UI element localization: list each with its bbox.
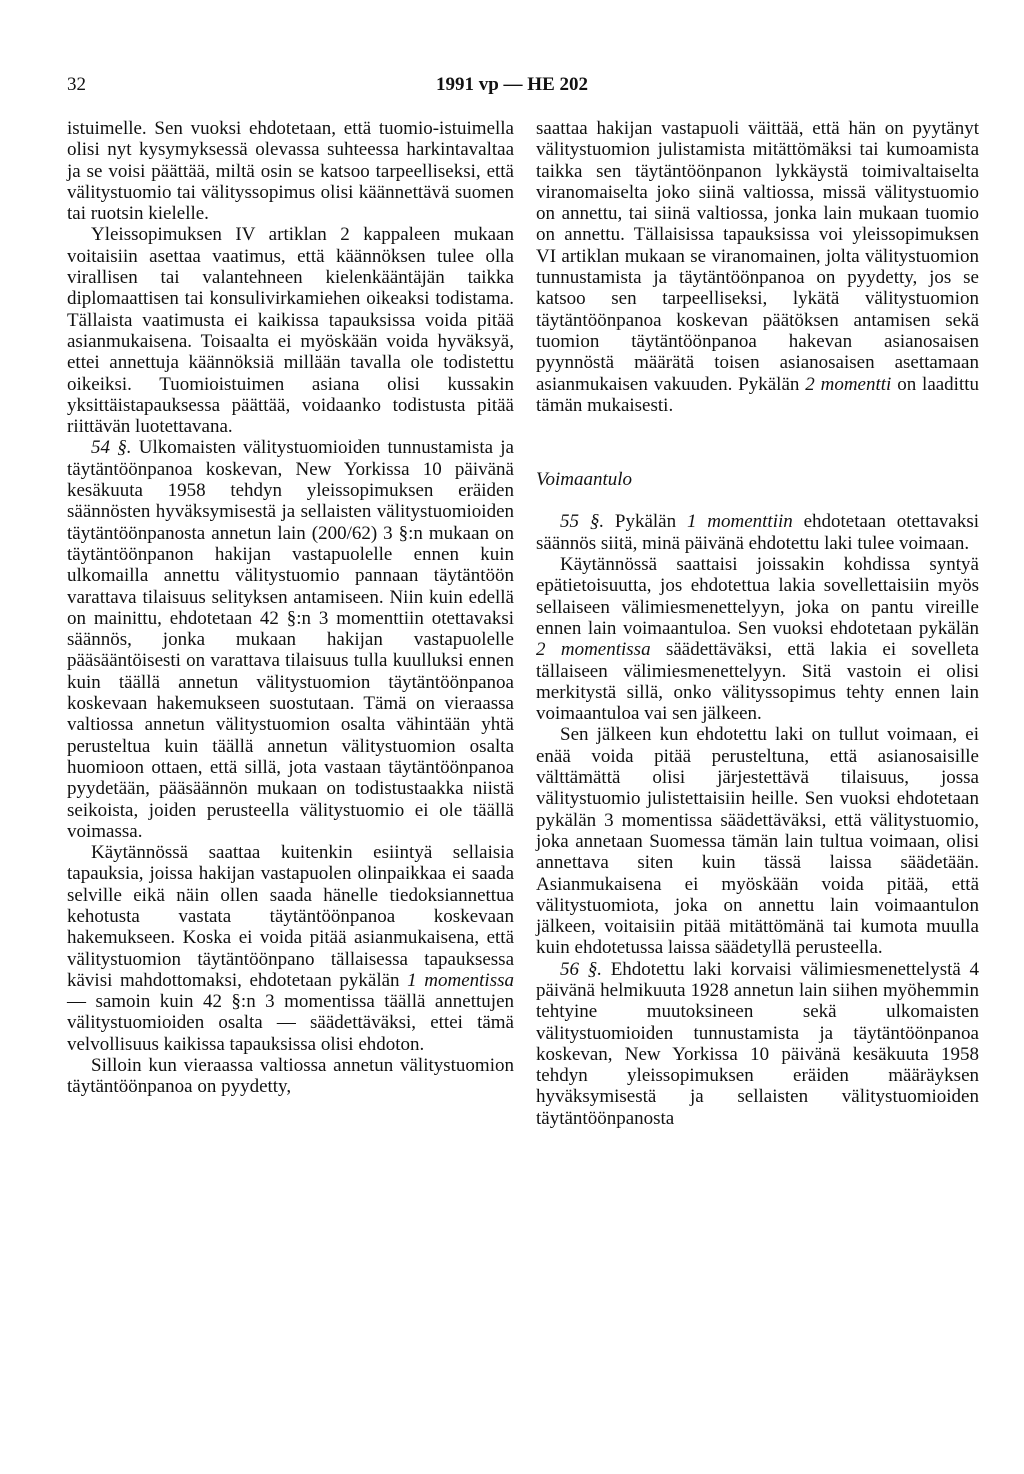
paragraph <box>536 724 979 958</box>
paragraph-text: on laadittu tämän mukaisesti. <box>536 373 980 416</box>
paragraph <box>536 118 979 416</box>
paragraph-text: istuimelle. Sen vuoksi ehdotetaan, että tuomio-istuimella olisi nyt kysymyksessä olevassa suhteessa harkintavaltaa ja se voisi päättää, miltä osin se katsoo tarpeelliseksi, että välitystuomio tai välityssopimus olisi käännettävä suomen tai ruotsin kielelle. <box>67 118 514 225</box>
paragraph <box>67 224 514 437</box>
italic-term: 1 momentissa <box>407 969 514 991</box>
section-paragraph <box>536 959 979 1129</box>
paragraph-text: — samoin kuin 42 §:n 3 momentissa täällä annettujen välitystuomioiden osalta — säädettäväksi, ettei tämä velvollisuus kaikissa tapauksissa olisi ehdoton. <box>67 991 514 1055</box>
paragraph-text: Käytännössä saattaa kuitenkin esiintyä sellaisia tapauksia, joissa hakijan vastapuolen olinpaikkaa ei saada selville eikä näin ollen saada hänelle tiedoksiannettua kehotusta vastata täytäntöönpanoa koskevaan hakemukseen. Koska ei voida pitää asianmukaisena, että välitystuomion täytäntöönpano tällaisessa tapauksessa kävisi mahdottomaksi, ehdotetaan pykälän <box>67 842 514 991</box>
paragraph-text: Ehdotettu laki korvaisi välimiesmenettelystä 4 päivänä helmikuuta 1928 annetun lain siihen myöhemmin tehtyine muutoksineen sekä ulkomaisten välitystuomioiden tunnustamista ja täytäntöönpanoa koskevan, New Yorkissa 10 päivänä kesäkuuta 1958 tehdyn yleissopimuksen eräiden määräyksen hyväksymisestä ja sellaisten välitystuomioiden täytäntöönpanosta <box>536 958 980 1129</box>
section-paragraph <box>536 511 979 554</box>
section-paragraph <box>67 437 514 842</box>
italic-term: 2 momentti <box>805 373 892 395</box>
italic-term: 2 momentissa <box>536 639 651 661</box>
paragraph <box>67 118 514 224</box>
paragraph <box>67 1055 514 1098</box>
running-head: 1991 vp — HE 202 <box>435 74 589 95</box>
section-mark: 55 §. <box>560 511 605 533</box>
italic-term: 1 momenttiin <box>686 511 793 533</box>
paragraph <box>67 842 514 1055</box>
left-column <box>67 118 514 1098</box>
paragraph-text: Käytännössä saattaisi joissakin kohdissa syntyä epätietoisuutta, jos ehdotettua lakia sovellettaisiin myös sellaiseen välimiesmenettelyyn, joka on pantu vireille ennen lain voimaantuloa. Sen vuoksi ehdotetaan pykälän <box>536 554 979 639</box>
paragraph-text: Yleissopimuksen IV artiklan 2 kappaleen mukaan voitaisiin asettaa vaatimus, että käännöksen tulee olla virallisen tai valantehneen kielenkääntäjän taikka diplomaattisen tai konsulivirkamiehen oikeaksi todistama. Tällaista vaatimusta ei kaikissa tapauksissa voida pitää asianmukaisena. Toisaalta ei myöskään voida hyväksyä, ettei annettuja käännöksiä millään tavalla ole todistettu oikeiksi. Tuomioistuimen asiana olisi kussakin yksittäistapauksessa päättää, voidaanko todistusta pitää riittävän luotettavana. <box>67 224 514 438</box>
paragraph-text: saattaa hakijan vastapuoli väittää, että hän on pyytänyt välitystuomion julistamista mitättömäksi tai kumoamista taikka sen täytäntöönpanon lykkäystä toimivaltaiselta viranomaiselta joko siinä valtiossa, missä välitystuomio on annettu, tai siinä valtiossa, jonka lain mukaan tuomio on annettu. Tällaisissa tapauksissa voi yleissopimuksen VI artiklan mukaan se viranomainen, jolta välitystuomion tunnustamista ja täytäntöönpanoa on pyydetty, jos se katsoo sen tarpeelliseksi, lykätä välitystuomion täytäntöönpanoa koskevan päätöksen antamisen sekä tuomion täytäntöönpanoa hakevan asianosaisen pyynnöstä määrätä toisen asianosaisen asettamaan asianmukaisen vakuuden. Pykälän <box>536 118 979 395</box>
right-column <box>536 118 979 1129</box>
page-number: 32 <box>67 74 86 95</box>
paragraph-text: säädettäväksi, että lakia ei sovelleta tällaiseen välimiesmenettelyyn. Sitä vastoin ei olisi merkitystä sillä, onko välityssopimus tehty ennen lain voimaantuloa vai sen jälkeen. <box>536 639 979 725</box>
paragraph-text: Sen jälkeen kun ehdotettu laki on tullut voimaan, ei enää voida pitää perusteltuna, että asianosaisille välttämättä olisi järjestettävä tilaisuus, jossa välitystuomio julistettaisiin heille. Sen vuoksi ehdotetaan pykälän 3 momentissa säädettäväksi, että välitystuomio, joka annetaan Suomessa tämän lain tultua voimaan, olisi annettava siten kuin tässä laissa säädetään. Asianmukaisena ei myöskään voida pitää, että välitystuomiota, joka on annettu lain voimaantulon jälkeen, voitaisiin pitää mitättömänä tai kumota muulla kuin ehdotetussa laissa säädetyllä perusteella. <box>536 724 979 959</box>
paragraph-text: Silloin kun vieraassa valtiossa annetun välitystuomion täytäntöönpanoa on pyydetty, <box>67 1055 514 1098</box>
paragraph-text: ehdotetaan otettavaksi säännös siitä, minä päivänä ehdotettu laki tulee voimaan. <box>536 511 980 554</box>
section-mark: 56 §. <box>560 958 602 980</box>
section-mark: 54 §. <box>91 437 132 459</box>
paragraph-text: Ulkomaisten välitystuomioiden tunnustamista ja täytäntöönpanoa koskevan, New Yorkissa 10 päivänä kesäkuuta 1958 tehdyn yleissopimuksen eräiden säännösten hyväksymisestä ja sellaisten välitystuomioiden täytäntöönpanosta annetun lain (200/62) 3 §:n mukaan on täytäntöönpanon hakijan vastapuolelle ennen kuin ulkomailla annettu välitystuomio pannaan täytäntöön varattava tilaisuus selityksen antamiseen. Niin kuin edellä on mainittu, ehdotetaan 42 §:n 3 momenttiin otettavaksi säännös, jonka mukaan hakijan vastapuolelle pääsääntöisesti on varattava tilaisuus tulla kuulluksi ennen kuin täällä annetun välitystuomion täytäntöönpanoa koskevaan hakemukseen suostutaan. Tämä on vieraassa valtiossa annetun välitystuomion osalta vähintään yhtä perusteltua kuin täällä annetun välitystuomion osalta huomioon ottaen, että sillä, jota vastaan täytäntöönpanoa pyydetään, pääsäännön mukaan on todistustaakka niistä seikoista, joiden perusteella välitystuomio ei ole täällä voimassa. <box>67 437 514 842</box>
paragraph-text: Pykälän <box>614 511 677 533</box>
paragraph <box>536 554 979 724</box>
subheading-voimaantulo: Voimaantulo <box>536 469 633 491</box>
